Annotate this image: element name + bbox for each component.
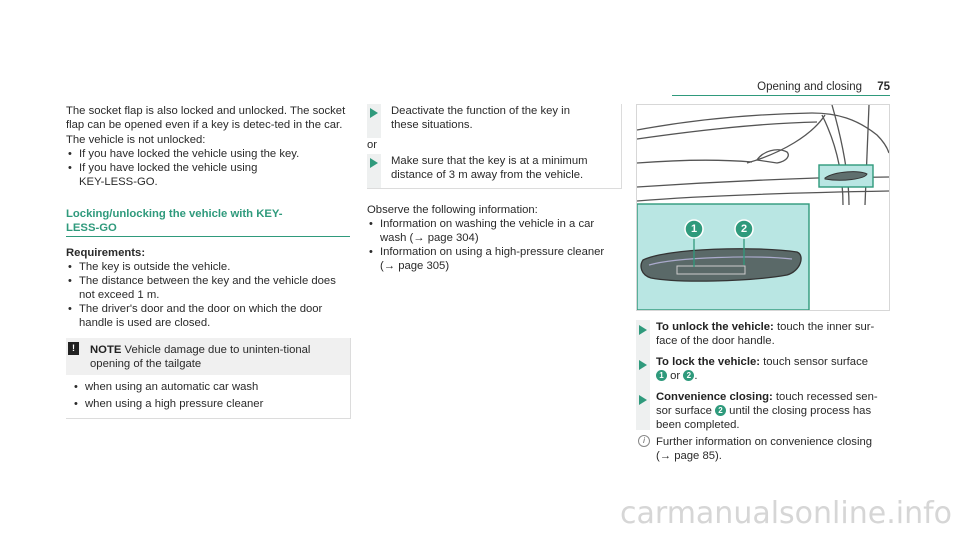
list-item: • Information on washing the vehicle in a car wash (→ page 304) (367, 217, 623, 245)
callout-2-badge: 2 (683, 370, 694, 381)
note-body: Vehicle damage due to uninten-tional opening of the tailgate (90, 344, 311, 370)
list-item: • The key is outside the vehicle. (66, 260, 350, 274)
step-2: Make sure that the key is at a minimum distance of 3 m away from the vehicle. (391, 155, 588, 181)
callout-2-label: 2 (740, 223, 748, 235)
note-label: NOTE (90, 344, 122, 356)
step-arrow-icon (639, 325, 647, 335)
list-item: • Information on using a high-pressure cleaner (→ page 305) (367, 245, 623, 273)
note-header (66, 338, 350, 375)
header-rule (672, 95, 890, 96)
note-list (66, 375, 350, 411)
intro-paragraph: The socket flap is also locked and unlocked. The socket flap can be opened even if a key is detec-ted in the car. (66, 105, 346, 131)
list-item: • The distance between the key and the vehicle does not exceed 1 m. (66, 274, 350, 302)
list-item: • when using an automatic car wash (72, 380, 350, 394)
callout-1-label: 1 (690, 223, 698, 235)
step-arrow-icon (370, 108, 378, 118)
observe-text: Observe the following information: (367, 204, 538, 216)
lock-step: To lock the vehicle: touch sensor surface 1 or 2 . (656, 356, 869, 382)
section-heading (66, 207, 350, 237)
note-text (90, 343, 335, 371)
page-reference-link[interactable]: (→ page 305) (380, 260, 450, 272)
list-item: • If you have locked the vehicle using the key. (66, 147, 350, 161)
note-box (66, 338, 351, 419)
page-reference-link[interactable]: (→ page 85). (656, 450, 722, 462)
requirements-list (66, 260, 350, 330)
convenience-step: Convenience closing: touch recessed sen-sor surface 2 until the closing process has been completed. (656, 391, 878, 431)
list-item: • The driver's door and the door on which the door handle is used are closed. (66, 302, 350, 330)
callout-2-badge: 2 (715, 405, 726, 416)
section-title-line2: LESS-GO (66, 222, 117, 234)
car-door-illustration (637, 105, 889, 310)
info-icon: i (638, 435, 650, 447)
not-unlocked-text: The vehicle is not unlocked: (66, 134, 206, 146)
column-1 (66, 104, 350, 419)
step-arrow-icon (639, 395, 647, 405)
list-item: • If you have locked the vehicle using KEY-LESS-GO. (66, 161, 279, 189)
header-title: Opening and closing (757, 81, 862, 93)
step-1: Deactivate the function of the key in these situations. (391, 105, 570, 131)
page-number: 75 (877, 81, 890, 93)
watermark: carmanualsonline.info (620, 496, 952, 531)
callout-1-badge: 1 (656, 370, 667, 381)
info-note: Further information on convenience closing (→ page 85). (656, 436, 873, 462)
section-rule (66, 236, 350, 237)
info-list (367, 217, 623, 273)
step-arrow-icon (370, 158, 378, 168)
list-item: • when using a high pressure cleaner (72, 397, 350, 411)
not-unlocked-list (66, 147, 350, 189)
handle-instructions (636, 320, 890, 463)
column-2 (367, 104, 623, 273)
warning-icon: ! (68, 342, 79, 355)
section-title-line1: Locking/unlocking the vehicle with KEY- (66, 208, 283, 220)
or-text: or (367, 139, 378, 151)
door-handle-figure (636, 104, 890, 311)
step-arrow-icon (639, 360, 647, 370)
steps-box (367, 104, 622, 189)
requirements-label: Requirements: (66, 247, 146, 259)
page-reference-link[interactable]: → page 304) (413, 232, 479, 244)
unlock-step: To unlock the vehicle: touch the inner sur-face of the door handle. (656, 321, 875, 347)
